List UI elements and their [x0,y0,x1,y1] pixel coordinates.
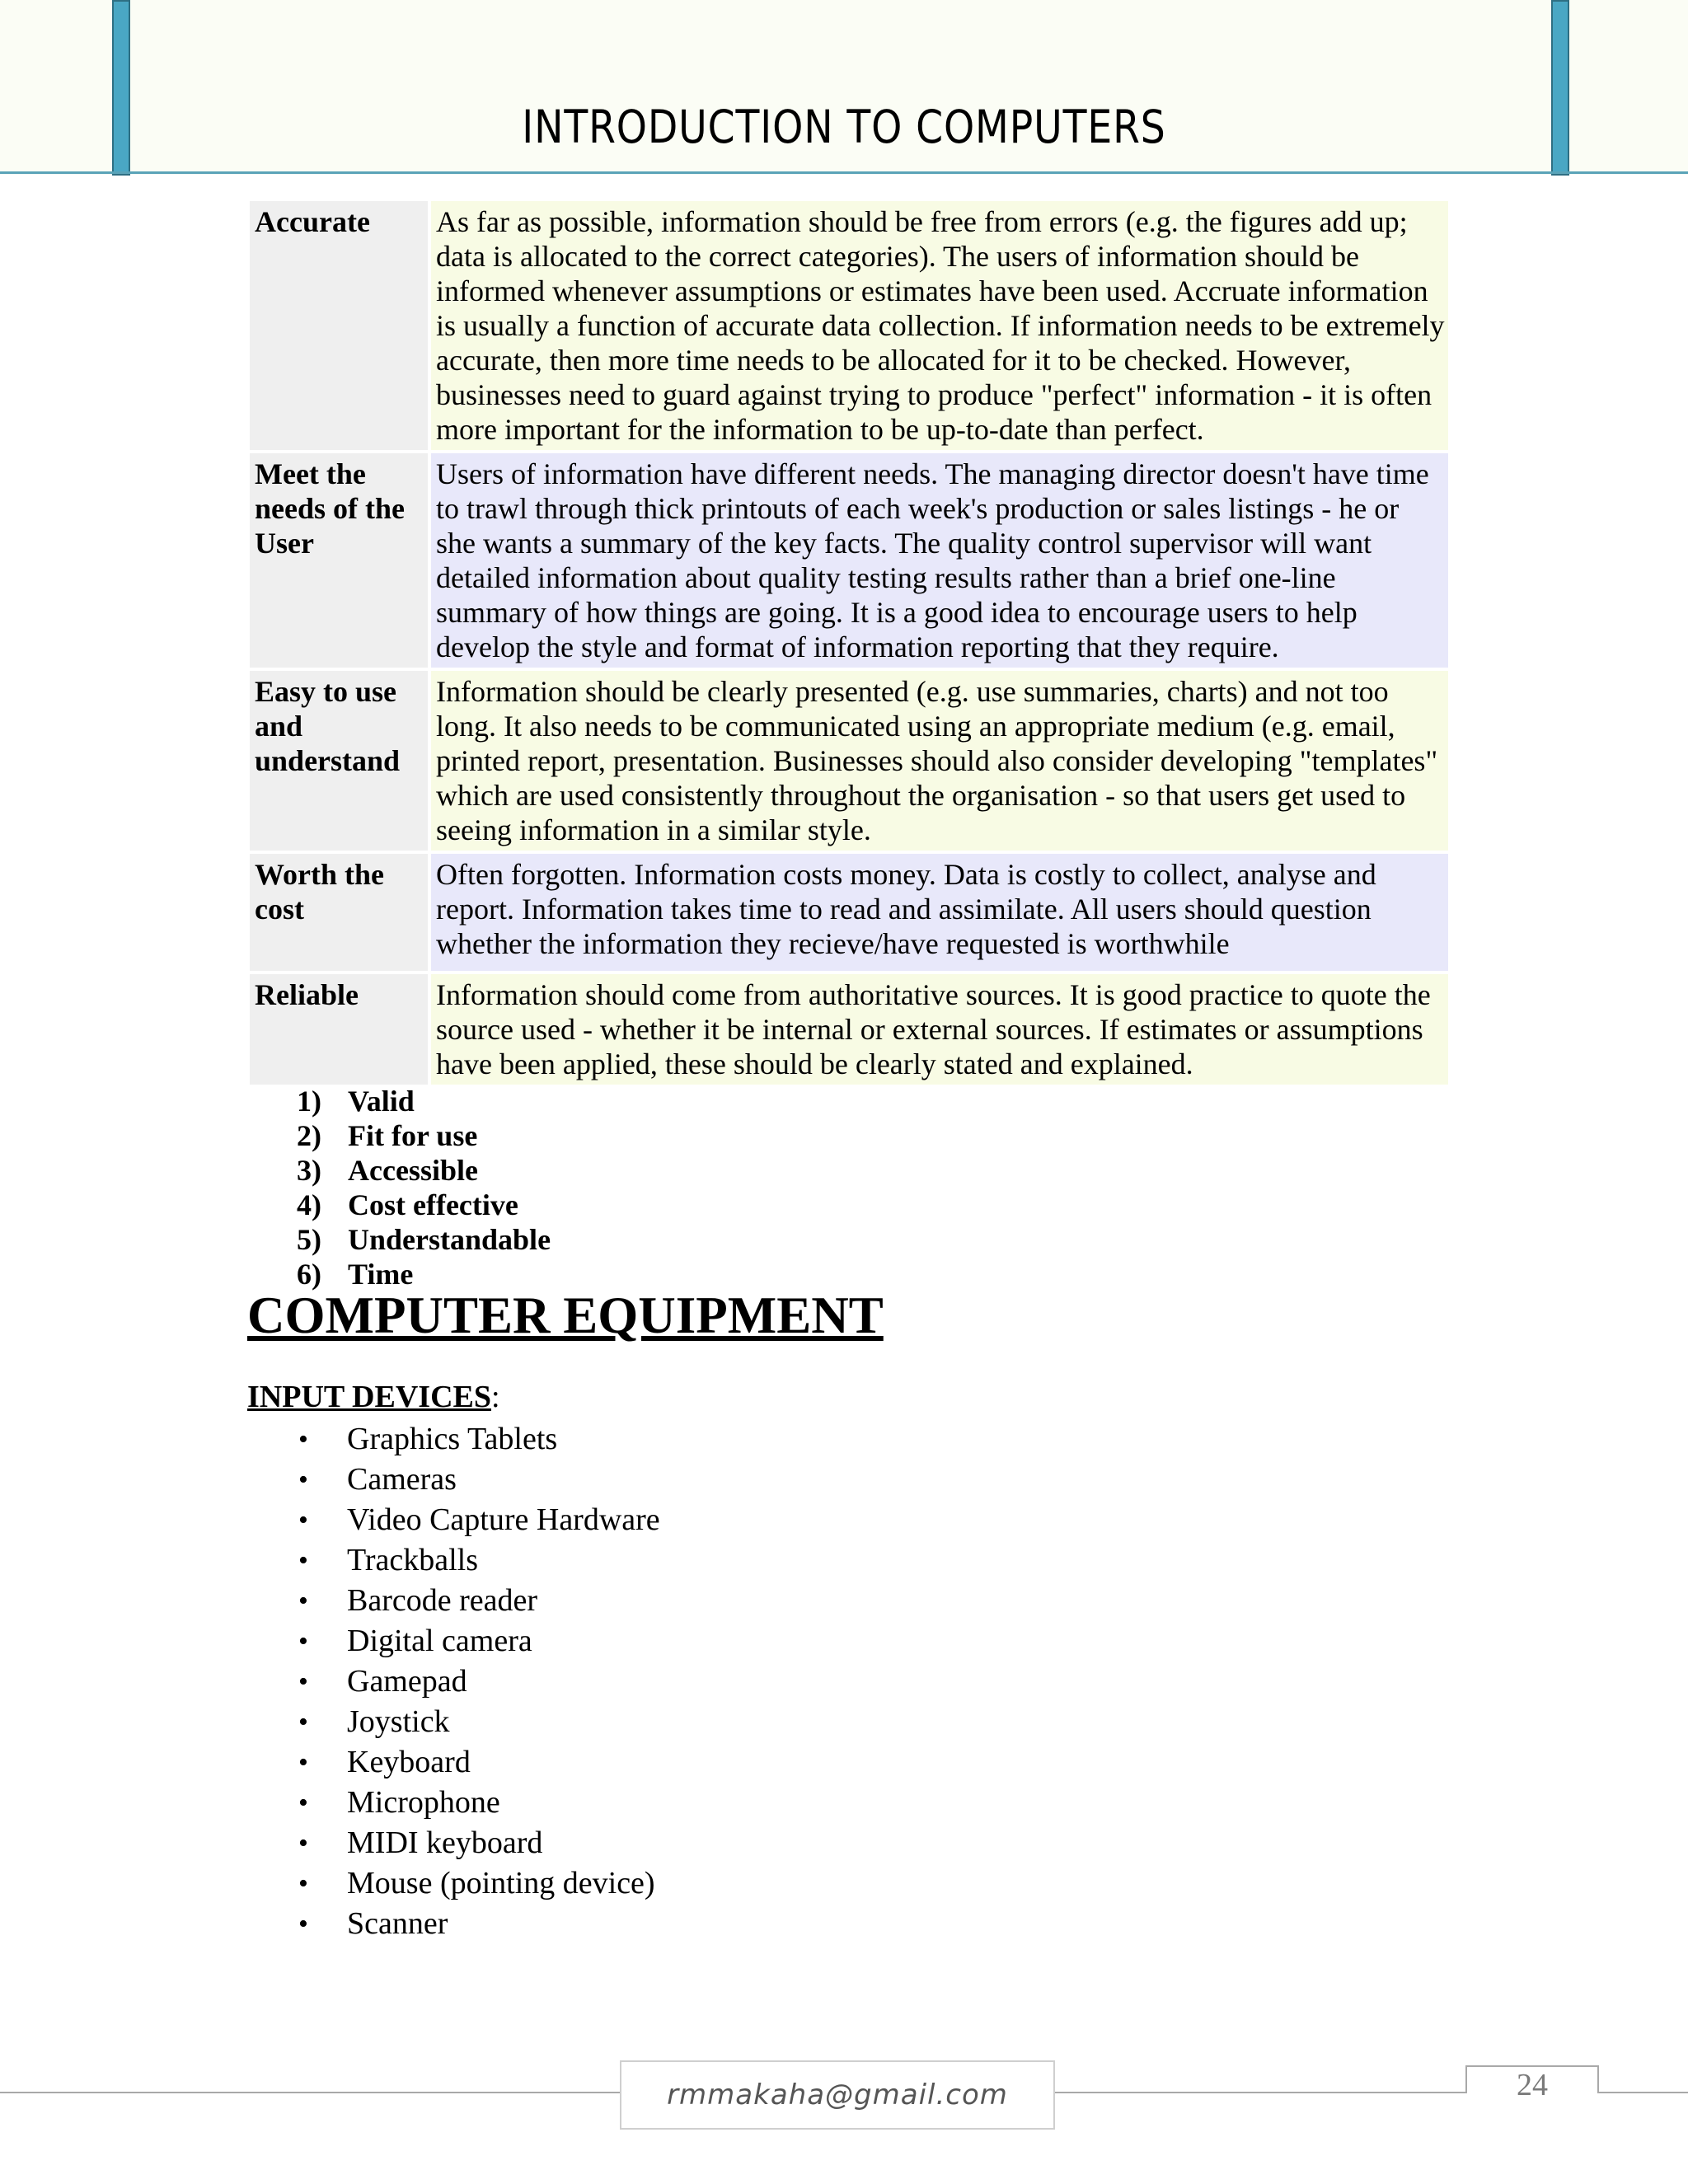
list-number: 2) [297,1119,321,1152]
list-item [298,1742,660,1783]
quality-label: Meet the needs of the User [250,453,431,668]
list-item [298,1419,660,1460]
quality-description: Information should be clearly presented (e.g. use summaries, charts) and not too long. It also needs to be communicated using an appropriate medium (e.g. email, printed report, presentation. Businesses should also consider developing "templates" which are used consistently throughout the organisation - so that users get used to seeing information in a similar style. [431,671,1448,851]
list-item-text: Cameras [347,1462,457,1497]
quality-description: Information should come from authoritative sources. It is good practice to quote the source used - whether it be internal or external sources. If estimates or assumptions have been applied, these should be clearly stated and explained. [431,974,1448,1085]
quality-label: Reliable [250,974,431,1085]
list-item [298,1863,660,1904]
subheading-colon: : [490,1380,500,1414]
input-devices-heading [247,1379,500,1415]
list-item [298,1581,660,1621]
list-item [297,1188,551,1222]
list-item-text: Gamepad [347,1664,467,1699]
table-row [250,201,1448,450]
list-number: 1) [297,1085,321,1118]
list-item-text: Joystick [347,1704,450,1739]
list-item-text: Microphone [347,1785,500,1820]
list-item-text: Time [348,1258,414,1291]
list-number: 5) [297,1223,321,1256]
list-item-text: Video Capture Hardware [347,1502,660,1537]
list-item-text: Accessible [348,1154,478,1187]
footer-rule [1599,2092,1688,2093]
quality-description: As far as possible, information should be free from errors (e.g. the figures add up; data is allocated to the correct categories). The users of information should be informed whenever assumptions or estimates have been used. Accruate information is usually a function of accurate data collection. If information needs to be extremely accurate, then more time needs to be allocated for it to be checked. However, businesses need to guard against trying to produce "perfect" information - it is often more important for the information to be up-to-date than perfect. [431,201,1448,450]
bullet-icon: • [298,1586,308,1616]
quality-description: Users of information have different needs. The managing director doesn't have time to trawl through thick printouts of each week's production or sales listings - he or she wants a summary of the key facts. The quality control supervisor will want detailed information about quality testing results rather than a brief one-line summary of how things are going. It is a good idea to encourage users to help develop the style and format of information reporting that they require. [431,453,1448,668]
table-row [250,671,1448,851]
subheading-text: INPUT DEVICES [247,1380,491,1414]
list-item-text: Barcode reader [347,1583,538,1618]
list-item [298,1540,660,1581]
input-devices-list [298,1419,660,1944]
list-item-text: Digital camera [347,1624,532,1658]
list-item [298,1661,660,1702]
list-item-text: Fit for use [348,1119,478,1152]
list-item-text: Trackballs [347,1543,479,1577]
list-number: 3) [297,1154,321,1187]
list-item [298,1500,660,1540]
list-item-text: Understandable [348,1223,551,1256]
page-number: 24 [1517,2068,1548,2102]
table-row [250,974,1448,1085]
quality-description: Often forgotten. Information costs money. Data is costly to collect, analyse and report. Information takes time to read and assimilate. All users should question whether the information they recieve/have requested is worthwhile [431,854,1448,971]
qualities-numbered-list [297,1084,551,1291]
list-item [298,1783,660,1823]
list-item-text: Valid [348,1085,415,1118]
quality-label: Worth the cost [250,854,431,971]
bullet-icon: • [298,1424,308,1455]
list-item-text: Keyboard [347,1745,471,1779]
section-title: COMPUTER EQUIPMENT [247,1286,884,1344]
bullet-icon: • [298,1828,308,1858]
quality-label: Easy to use and understand [250,671,431,851]
list-item [297,1222,551,1257]
table-row [250,453,1448,668]
bullet-icon: • [298,1707,308,1737]
bullet-icon: • [298,1747,308,1778]
table-row [250,854,1448,971]
information-qualities-table [250,198,1448,1088]
list-item [298,1702,660,1742]
bullet-icon: • [298,1626,308,1657]
list-item [298,1904,660,1944]
bullet-icon: • [298,1666,308,1697]
list-item [298,1460,660,1500]
list-item-text: Scanner [347,1906,448,1941]
list-item [298,1621,660,1661]
list-item-text: Cost effective [348,1188,518,1221]
list-item [298,1823,660,1863]
bullet-icon: • [298,1545,308,1576]
list-item [297,1118,551,1153]
list-number: 6) [297,1258,321,1291]
list-item [297,1084,551,1118]
quality-label: Accurate [250,201,431,450]
list-number: 4) [297,1188,321,1221]
footer-rule [0,2092,620,2093]
list-item [297,1153,551,1188]
bullet-icon: • [298,1868,308,1899]
footer-rule [1055,2092,1465,2093]
bullet-icon: • [298,1465,308,1495]
list-item-text: Mouse (pointing device) [347,1866,655,1900]
list-item-text: MIDI keyboard [347,1825,543,1860]
footer-email: rmmakaha@gmail.com [620,2060,1055,2130]
page-header-title: INTRODUCTION TO COMPUTERS [522,101,1166,153]
list-item-text: Graphics Tablets [347,1422,558,1456]
bullet-icon: • [298,1788,308,1818]
bullet-icon: • [298,1505,308,1535]
header-rule [0,171,1688,174]
bullet-icon: • [298,1909,308,1939]
